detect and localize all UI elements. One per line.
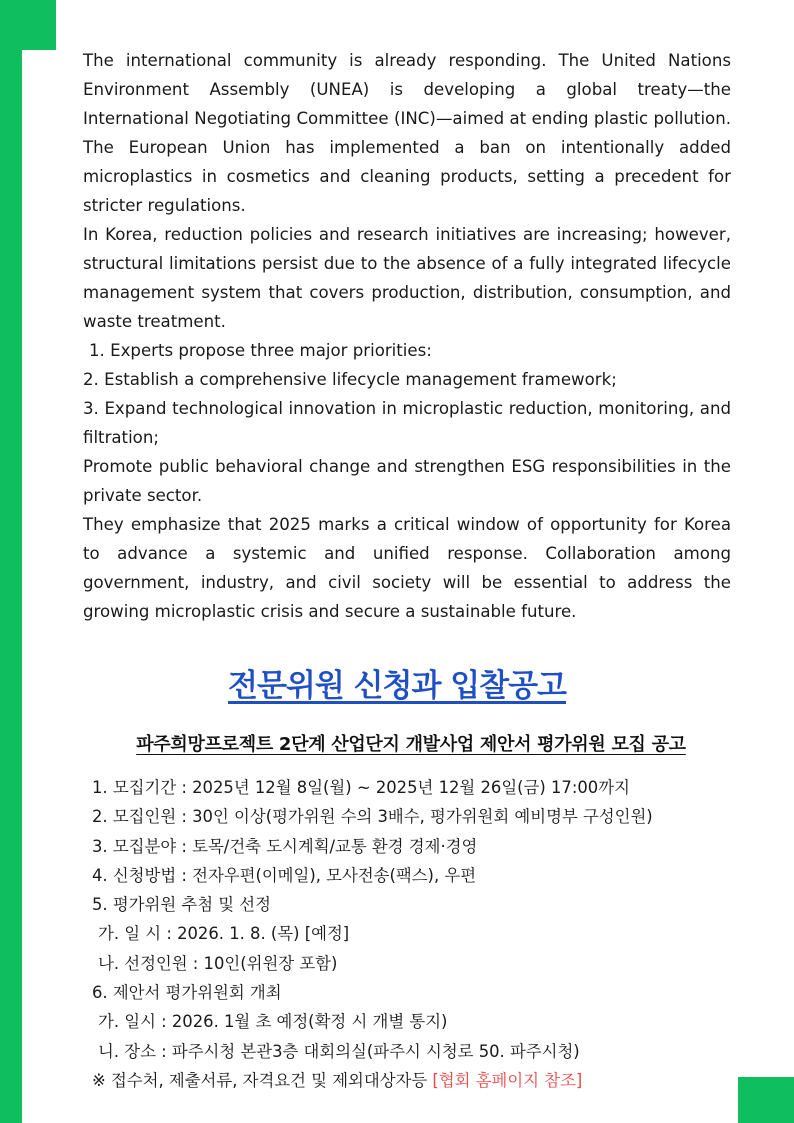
notice-item-fields: 3. 모집분야 : 토목/건축 도시계획/교통 환경 경제·경영 (92, 836, 478, 856)
section-title: 전문위원 신청과 입찰공고 (228, 668, 566, 704)
article-body (83, 46, 731, 626)
paragraph-international-response: The international community is already responding. The United Nations Environment Assembly (UNEA) is developing a global treaty—the International Negotiating Committee (INC)—aimed at ending plastic pollution. The European Union has implemented a ban on intentionally added microplastics in cosmetics and cleaning products, setting a precedent for stricter regulations. (83, 51, 731, 215)
notice-title: 파주희망프로젝트 2단계 산업단지 개발사업 제안서 평가위원 모집 공고 (136, 734, 686, 755)
priority-intro: 1. Experts propose three major priorities: (89, 341, 432, 360)
priority-item-3: 3. Expand technological innovation in microplastic reduction, monitoring, and filtration; (83, 399, 731, 447)
paragraph-korea-policies: In Korea, reduction policies and research initiatives are increasing; however, structural limitations persist due to the absence of a fully integrated lifecycle management system that covers production, distribution, consumption, and waste treatment. (83, 225, 731, 331)
notice-subitem-selection-date: 가. 일 시 : 2026. 1. 8. (목) [예정] (98, 924, 350, 944)
notice-subitem-committee-venue: 니. 장소 : 파주시청 본관3층 대회의실(파주시 시청로 50. 파주시청) (98, 1041, 580, 1061)
top-left-accent-block (0, 0, 56, 50)
paragraph-conclusion: They emphasize that 2025 marks a critical window of opportunity for Korea to advance a systemic and unified response. Collaboration among government, industry, and civil society will be essential to address the growing microplastic crisis and secure a sustainable future. (83, 515, 731, 621)
priority-item-public: Promote public behavioral change and strengthen ESG responsibilities in the private sector. (83, 457, 731, 505)
notice-subitem-committee-date: 가. 일시 : 2026. 1월 초 예정(확정 시 개별 통지) (98, 1012, 448, 1032)
notice-list (92, 773, 732, 1095)
notice-footnote-text: ※ 접수처, 제출서류, 자격요건 및 제외대상자등 (92, 1070, 433, 1090)
bottom-right-accent-block (738, 1077, 794, 1123)
notice-item-selection: 5. 평가위원 추첨 및 선정 (92, 895, 271, 915)
notice-item-period: 1. 모집기간 : 2025년 12월 8일(월) ~ 2025년 12월 26일(금) 17:00까지 (92, 778, 630, 797)
notice-subitem-selection-count: 나. 선정인원 : 10인(위원장 포함) (98, 953, 338, 973)
priority-item-2: 2. Establish a comprehensive lifecycle management framework; (83, 370, 617, 389)
notice-item-headcount: 2. 모집인원 : 30인 이상(평가위원 수의 3배수, 평가위원회 예비명부 구성인원) (92, 807, 653, 827)
notice-item-method: 4. 신청방법 : 전자우편(이메일), 모사전송(팩스), 우편 (92, 865, 477, 885)
notice-footnote (92, 1066, 732, 1095)
notice-footnote-reference: [협회 홈페이지 참조] (432, 1070, 583, 1090)
notice-item-committee: 6. 제안서 평가위원회 개최 (92, 983, 282, 1003)
left-accent-bar (0, 0, 22, 1123)
